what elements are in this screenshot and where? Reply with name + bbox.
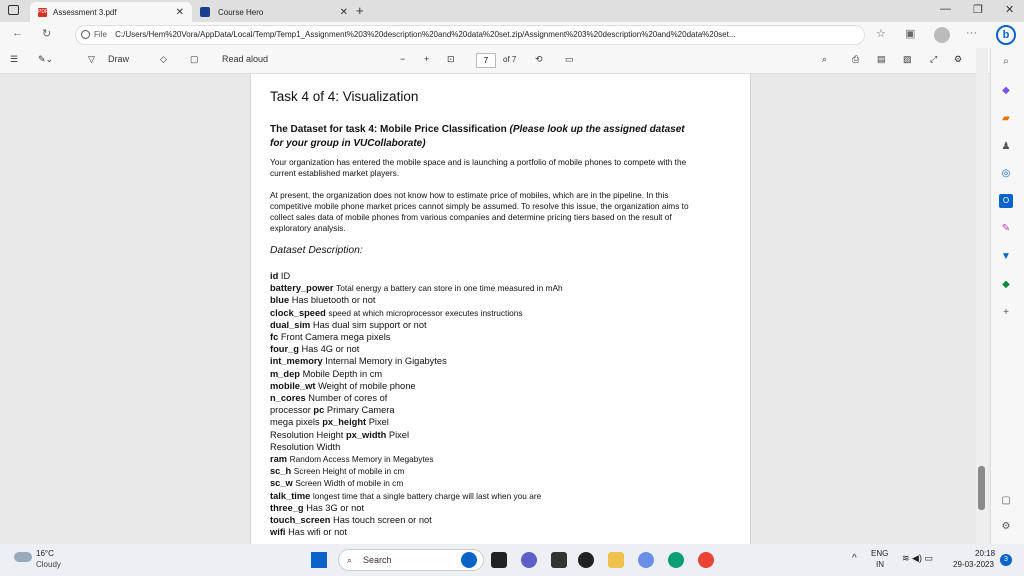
back-icon[interactable]: ← (12, 27, 23, 39)
feature-item (270, 514, 690, 526)
feature-desc: ID (280, 271, 291, 281)
feature-desc: Has 3G or not (306, 502, 365, 513)
close-tab-icon[interactable]: ✕ (339, 6, 348, 18)
new-tab-button[interactable]: + (356, 3, 364, 18)
feature-name: clock_speed (270, 307, 326, 318)
url-text: C:/Users/Hem%20Vora/AppData/Local/Temp/Temp1_Assignment%203%20description%20and%20data%20set.zip/Assignment%203%20description%20and%20data%20set... (115, 30, 736, 39)
feature-name: m_dep (270, 368, 300, 379)
draw-label[interactable]: Draw (108, 54, 130, 64)
feature-name: px_width (345, 429, 387, 440)
rotate-icon[interactable]: ⟲ (535, 54, 543, 64)
feature-list (270, 270, 690, 538)
feature-item (270, 319, 690, 331)
sidebar-search-icon[interactable]: ⌕ (1003, 56, 1009, 67)
feature-item (270, 392, 690, 404)
task-view-icon[interactable] (491, 552, 507, 568)
feature-desc: Pixel (388, 429, 410, 440)
paragraph-intro: Your organization has entered the mobile space and is launching a portfolio of mobile phones to compete with the current established market players. (270, 157, 687, 178)
close-tab-icon[interactable]: ✕ (175, 6, 184, 18)
feature-name: mobile_wt (270, 380, 316, 391)
dataset-note: (Please look up the assigned dataset for your group in VUCollaborate) (270, 124, 685, 149)
chrome-icon[interactable] (698, 552, 714, 568)
feature-item (270, 526, 690, 538)
refresh-icon[interactable]: ↻ (42, 28, 52, 40)
feature-item (270, 465, 690, 477)
clock-date[interactable]: 29-03-2023 (953, 560, 994, 569)
feature-item (270, 502, 690, 514)
feature-item (270, 404, 690, 416)
language-line2[interactable]: IN (876, 560, 884, 569)
feature-item (270, 477, 690, 489)
tab-assessment[interactable] (30, 2, 192, 22)
more-menu-icon[interactable]: ··· (966, 27, 977, 39)
highlight-icon[interactable]: ✎⌄ (38, 54, 54, 64)
paragraph-problem: At present, the organization does not know how to estimate price of mobiles, which are in the pipeline. In this competitive mobile phone market prices cannot simply be assumed. To resolve this issue, the organization aims to collect sales data of mobile phones from various companies and determine pricing tiers based on the result of exploratory analysis. (270, 190, 689, 233)
feature-desc: Primary Camera (326, 405, 395, 416)
feature-desc: Random Access Memory in Megabytes (289, 454, 434, 465)
feature-item (270, 368, 690, 380)
send-icon[interactable]: ▼ (1001, 251, 1011, 262)
feature-prefix: processor (270, 405, 311, 416)
feature-name: battery_power (270, 283, 334, 294)
feature-desc: Has touch screen or not (333, 515, 432, 526)
pdf-icon: PDF (38, 8, 48, 15)
print-icon[interactable]: ⎙ (852, 54, 860, 64)
tools-icon[interactable]: ▰ (1002, 113, 1010, 124)
feature-name: fc (270, 332, 279, 343)
feature-desc: Front Camera mega pixels (280, 332, 391, 343)
save-as-icon[interactable]: ▨ (903, 54, 912, 64)
feature-desc: Has 4G or not (301, 344, 360, 355)
tab-title: Assessment 3.pdf (53, 7, 117, 17)
designer-icon[interactable]: ✎ (1001, 223, 1011, 234)
text-icon[interactable]: ▢ (190, 54, 199, 64)
feature-name: sc_h (270, 466, 292, 477)
zoom-out-button[interactable]: − (400, 54, 406, 64)
feature-name: wifi (270, 527, 286, 538)
feature-desc: Pixel (368, 417, 389, 428)
feature-desc: Has dual sim support or not (312, 319, 427, 330)
bing-icon[interactable]: b (996, 25, 1016, 45)
weather-temp[interactable]: 16°C (36, 549, 54, 558)
zoom-in-button[interactable]: + (424, 54, 430, 64)
sidebar-settings-icon[interactable]: ⚙ (1001, 521, 1011, 532)
feature-prefix: mega pixels (270, 417, 320, 428)
feature-name: blue (270, 295, 290, 306)
feature-name: id (270, 271, 279, 281)
save-icon[interactable]: ▤ (877, 54, 886, 64)
page-number-input[interactable]: 7 (476, 53, 496, 68)
search-icon[interactable]: ⌕ (822, 54, 828, 64)
clock-time[interactable]: 20:18 (975, 549, 996, 558)
description-heading: Dataset Description: (270, 245, 363, 256)
bing-taskbar-icon[interactable] (461, 552, 477, 568)
feature-item (270, 331, 690, 343)
profile-avatar[interactable] (934, 27, 950, 43)
feature-desc: longest time that a single battery charge will last when you are (312, 490, 542, 501)
feature-item (270, 294, 690, 306)
r-icon[interactable] (638, 552, 654, 568)
fullscreen-icon[interactable]: ⤢ (930, 54, 938, 64)
feature-item (270, 282, 690, 294)
feature-prefix: Resolution Width (270, 441, 341, 452)
feature-name: px_height (322, 417, 367, 428)
restore-button[interactable]: ❐ (973, 4, 983, 16)
search-label: Search (363, 555, 392, 565)
settings-icon[interactable]: ⚙ (954, 54, 963, 64)
feature-desc: Has bluetooth or not (291, 295, 376, 306)
feature-desc: Total energy a battery can store in one time measured in mAh (336, 283, 563, 294)
collections-icon[interactable]: ▣ (905, 28, 916, 40)
contents-icon[interactable]: ☰ (10, 54, 19, 64)
dell-icon[interactable] (578, 552, 594, 568)
feature-item (270, 441, 690, 453)
outlook-icon[interactable]: O (999, 194, 1013, 208)
add-sidebar-icon[interactable]: + (1003, 307, 1009, 318)
scrollbar-thumb[interactable] (978, 466, 985, 510)
feature-item (270, 355, 690, 367)
tab-title: Course Hero (218, 7, 264, 17)
edge-icon[interactable] (668, 552, 684, 568)
feature-name: n_cores (270, 393, 306, 404)
feature-item (270, 490, 690, 502)
feature-name: talk_time (270, 490, 311, 501)
feature-name: ram (270, 454, 288, 465)
read-aloud-button[interactable]: Read aloud (222, 54, 269, 64)
feature-name: three_g (270, 502, 304, 513)
feature-desc: speed at which microprocessor executes instructions (328, 307, 523, 318)
weather-desc[interactable]: Cloudy (36, 560, 61, 569)
page-count: of 7 (503, 55, 517, 64)
feature-name: int_memory (270, 356, 323, 367)
feature-prefix: Resolution Height (270, 429, 344, 440)
feature-desc: Screen Width of mobile in cm (295, 478, 404, 489)
search-glass-icon: ⌕ (347, 555, 353, 565)
feature-desc: Has wifi or not (288, 527, 347, 538)
draw-icon[interactable]: ▽ (88, 54, 95, 64)
dataset-heading (270, 123, 690, 151)
feature-name: sc_w (270, 478, 293, 489)
feature-desc: Number of cores of (308, 393, 388, 404)
feature-item (270, 270, 690, 282)
pdf-page (250, 74, 751, 544)
feature-name: touch_screen (270, 515, 331, 526)
dataset-heading-text: The Dataset for task 4: Mobile Price Classification (270, 124, 507, 135)
teams-icon[interactable] (521, 552, 537, 568)
feature-name: pc (313, 405, 325, 416)
tab-actions-icon[interactable] (8, 5, 19, 15)
url-bar[interactable] (75, 25, 865, 45)
erase-icon[interactable]: ◇ (160, 54, 167, 64)
info-icon[interactable] (81, 30, 90, 39)
feature-desc: Mobile Depth in cm (302, 368, 383, 379)
feature-desc: Weight of mobile phone (318, 380, 416, 391)
office-icon[interactable]: ◎ (1001, 168, 1011, 179)
feature-item (270, 307, 690, 319)
tray-chevron-icon[interactable]: ^ (852, 553, 857, 564)
start-icon[interactable] (311, 552, 327, 568)
url-scheme: File (94, 30, 107, 39)
feature-desc: Internal Memory in Gigabytes (325, 356, 447, 367)
fit-page-icon[interactable]: ⊡ (447, 54, 455, 64)
favorites-icon[interactable]: ☆ (876, 28, 886, 40)
feature-item (270, 416, 690, 428)
games-icon[interactable]: ♟ (1001, 141, 1011, 152)
tab-course-hero[interactable] (194, 2, 356, 22)
network-sound-battery-icons[interactable]: ≋ ◀) ▭ (902, 553, 933, 563)
feature-desc: Screen Height of mobile in cm (293, 466, 405, 477)
feature-name: four_g (270, 344, 299, 355)
tree-icon[interactable]: ◆ (1002, 279, 1010, 290)
close-window-button[interactable]: ✕ (1005, 4, 1015, 16)
feature-item (270, 380, 690, 392)
sidebar-layout-icon[interactable]: ▢ (1001, 495, 1011, 506)
notification-badge[interactable]: 3 (1000, 554, 1012, 566)
weather-icon[interactable] (14, 552, 32, 562)
course-hero-icon (200, 7, 210, 17)
store-icon[interactable] (551, 552, 567, 568)
language-line1[interactable]: ENG (871, 549, 889, 558)
feature-item (270, 429, 690, 441)
feature-item (270, 343, 690, 355)
page-view-icon[interactable]: ▭ (565, 54, 574, 64)
feature-name: dual_sim (270, 319, 311, 330)
page-title: Task 4 of 4: Visualization (270, 89, 419, 104)
minimize-button[interactable]: — (940, 3, 951, 15)
feature-item (270, 453, 690, 465)
shopping-icon[interactable]: ◆ (1002, 85, 1010, 96)
file-explorer-icon[interactable] (608, 552, 624, 568)
